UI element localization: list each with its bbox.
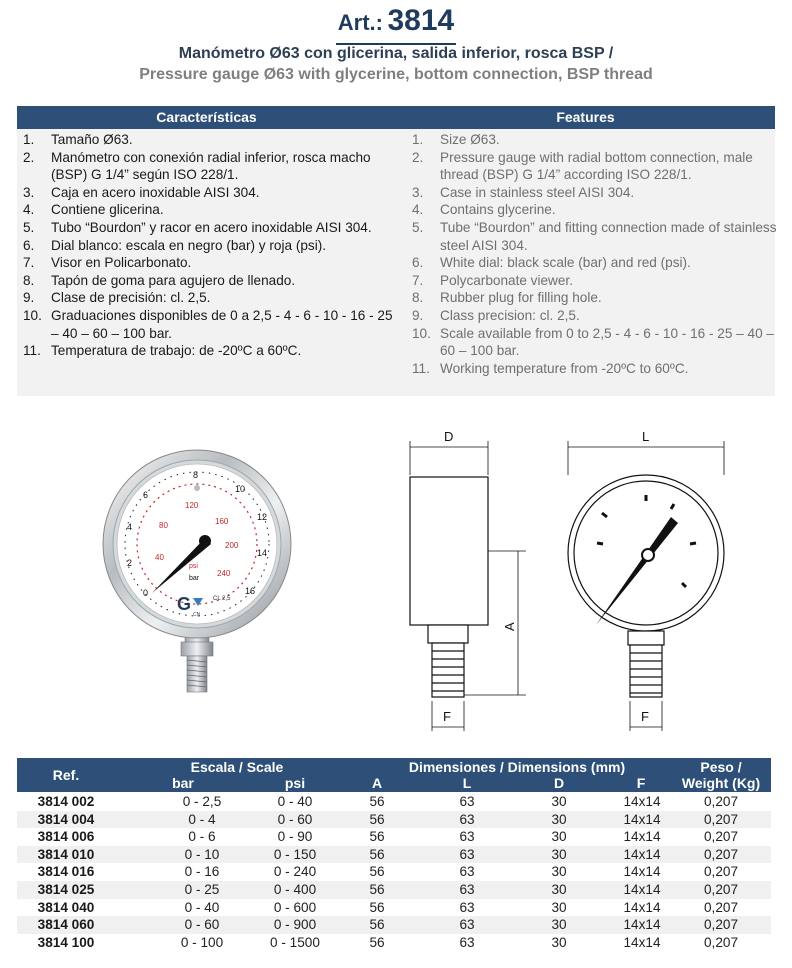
feature-text: Clase de precisión: cl. 2,5. — [51, 290, 211, 306]
features-heading-es: Características — [156, 109, 257, 125]
feature-text: Manómetro con conexión radial inferior, rosca macho (BSP) G 1/4” según ISO 228/1. — [51, 149, 371, 183]
feature-number: 9. — [412, 307, 424, 323]
technical-drawing — [398, 425, 738, 735]
feature-item — [412, 289, 782, 307]
cell-a: 56 — [369, 881, 385, 897]
feature-text: Class precision: cl. 2,5. — [440, 307, 580, 323]
feature-item — [412, 254, 782, 272]
table-row — [17, 846, 771, 864]
feature-item — [412, 360, 782, 378]
class-label: CL 2,5 — [213, 596, 231, 602]
cell-f: 14x14 — [623, 829, 661, 845]
feature-number: 11. — [23, 343, 41, 359]
cell-bar: 0 - 40 — [184, 899, 220, 915]
psi-tick: 200 — [225, 541, 239, 550]
feature-text: Tamaño Ø63. — [51, 132, 133, 147]
dim-d-label: D — [444, 429, 454, 444]
cell-psi: 0 - 240 — [273, 864, 317, 880]
feature-text: Visor en Policarbonato. — [51, 255, 192, 271]
feature-number: 10. — [412, 325, 431, 341]
feature-number: 6. — [23, 237, 35, 253]
feature-item — [23, 342, 393, 360]
feature-text: Dial blanco: escala en negro (bar) y roja (psi). — [51, 237, 327, 253]
brand-sub: CN — [193, 612, 201, 618]
col-d-header: D — [553, 775, 565, 791]
feature-number: 4. — [23, 202, 35, 218]
cell-a: 56 — [369, 846, 385, 862]
subtitle-english: Pressure gauge Ø63 with glycerine, bottom connection, BSP thread — [139, 66, 653, 83]
cell-psi: 0 - 1500 — [270, 934, 320, 950]
cell-l: 63 — [459, 881, 475, 897]
article-title — [0, 4, 792, 45]
feature-item — [412, 131, 782, 149]
thread-lines — [187, 656, 207, 692]
cell-bar: 0 - 6 — [188, 829, 216, 845]
feature-text: Tapón de goma para agujero de llenado. — [51, 272, 296, 288]
bar-tick: 12 — [257, 512, 268, 522]
cell-psi: 0 - 600 — [273, 899, 317, 915]
col-ref-header: Ref. — [52, 767, 80, 783]
feature-item — [412, 272, 782, 290]
cell-ref: 3814 016 — [37, 864, 95, 880]
cell-l: 63 — [459, 794, 475, 809]
table-row — [17, 881, 771, 899]
cell-f: 14x14 — [623, 794, 661, 809]
table-header — [17, 758, 771, 792]
cell-ref: 3814 004 — [37, 811, 95, 827]
feature-number: 8. — [23, 272, 35, 288]
cell-weight: 0,207 — [703, 899, 739, 915]
feature-item — [412, 149, 782, 184]
cell-ref: 3814 002 — [37, 794, 95, 809]
cell-f: 14x14 — [623, 811, 661, 827]
feature-item — [412, 201, 782, 219]
feature-item — [23, 272, 393, 290]
cell-weight: 0,207 — [703, 934, 739, 950]
feature-text: Case in stainless steel AISI 304. — [440, 184, 635, 200]
col-psi-header: psi — [284, 775, 306, 791]
feature-text: Tube “Bourdon” and fitting connection made of stainless steel AISI 304. — [440, 219, 777, 253]
cell-bar: 0 - 25 — [184, 881, 220, 897]
feature-number: 2. — [23, 149, 35, 165]
feature-number: 3. — [412, 184, 424, 200]
feature-item — [412, 219, 782, 254]
gauge-photo — [97, 448, 297, 696]
psi-tick: 160 — [215, 517, 229, 526]
feature-number: 7. — [23, 255, 35, 271]
dim-f-front-label: F — [641, 709, 649, 724]
feature-text: Size Ø63. — [440, 132, 500, 147]
cell-psi: 0 - 60 — [277, 811, 313, 827]
cell-f: 14x14 — [623, 864, 661, 880]
brand-logo: G — [177, 594, 192, 614]
cell-l: 63 — [459, 934, 475, 950]
cell-d: 30 — [551, 934, 567, 950]
bar-tick: 0 — [143, 588, 149, 598]
feature-item — [23, 149, 393, 184]
col-bar-header: bar — [172, 775, 194, 791]
table-row — [17, 899, 771, 917]
feature-number: 1. — [23, 132, 35, 147]
features-header — [17, 106, 775, 129]
feature-item — [23, 289, 393, 307]
cell-l: 63 — [459, 899, 475, 915]
feature-text: White dial: black scale (bar) and red (psi). — [440, 255, 691, 271]
bar-tick: 8 — [193, 470, 199, 480]
cell-weight: 0,207 — [703, 811, 739, 827]
cell-l: 63 — [459, 829, 475, 845]
table-row — [17, 863, 771, 881]
cell-ref: 3814 010 — [37, 846, 95, 862]
cell-d: 30 — [551, 829, 567, 845]
feature-text: Caja en acero inoxidable AISI 304. — [51, 184, 260, 200]
table-row — [17, 934, 771, 952]
feature-number: 6. — [412, 255, 424, 271]
cell-l: 63 — [459, 846, 475, 862]
feature-number: 4. — [412, 202, 424, 218]
feature-item — [23, 131, 393, 149]
cell-bar: 0 - 4 — [188, 811, 216, 827]
cell-weight: 0,207 — [703, 917, 739, 933]
col-weight-header-2: Weight (Kg) — [681, 775, 761, 791]
feature-text: Tubo “Bourdon” y racor en acero inoxidable AISI 304. — [51, 219, 372, 235]
cell-bar: 0 - 10 — [184, 846, 220, 862]
cell-d: 30 — [551, 794, 567, 809]
col-dims-header: Dimensiones / Dimensions (mm) — [408, 759, 626, 775]
bar-tick: 4 — [127, 522, 133, 532]
bar-unit: bar — [189, 575, 200, 582]
cell-a: 56 — [369, 917, 385, 933]
table-body — [17, 793, 771, 951]
cell-l: 63 — [459, 811, 475, 827]
cell-d: 30 — [551, 917, 567, 933]
cell-a: 56 — [369, 829, 385, 845]
col-l-header: L — [462, 775, 472, 791]
subtitle-spanish: Manómetro Ø63 con glicerina, salida inferior, rosca BSP / — [178, 45, 614, 62]
cell-a: 56 — [369, 934, 385, 950]
feature-text: Temperatura de trabajo: de -20ºC a 60ºC. — [51, 343, 302, 359]
feature-text: Pressure gauge with radial bottom connection, male thread (BSP) G 1/4” according ISO 228/1. — [440, 149, 753, 183]
col-scale-header: Escala / Scale — [190, 759, 284, 775]
cell-f: 14x14 — [623, 917, 661, 933]
feature-item — [23, 201, 393, 219]
cell-weight: 0,207 — [703, 794, 739, 809]
bar-tick: 2 — [127, 558, 133, 568]
features-heading-en: Features — [556, 109, 615, 125]
col-a-header: A — [371, 775, 383, 791]
feature-item — [23, 307, 393, 342]
cell-d: 30 — [551, 846, 567, 862]
psi-tick: 40 — [155, 553, 164, 562]
feature-number: 9. — [23, 290, 35, 306]
table-row — [17, 811, 771, 829]
cell-psi: 0 - 90 — [277, 829, 313, 845]
dim-f-side-label: F — [443, 709, 451, 724]
feature-item — [23, 219, 393, 237]
dim-l-label: L — [642, 429, 650, 444]
feature-number: 5. — [23, 219, 35, 235]
cell-bar: 0 - 16 — [184, 864, 220, 880]
feature-text: Contains glycerine. — [440, 202, 556, 218]
cell-psi: 0 - 400 — [273, 881, 317, 897]
cell-weight: 0,207 — [703, 864, 739, 880]
psi-tick: 120 — [185, 501, 199, 510]
col-weight-header-1: Peso / — [700, 759, 742, 775]
cell-psi: 0 - 40 — [277, 794, 313, 809]
feature-number: 5. — [412, 219, 424, 235]
cell-f: 14x14 — [623, 846, 661, 862]
fill-plug-icon — [194, 485, 200, 491]
cell-ref: 3814 025 — [37, 881, 95, 897]
feature-text: Contiene glicerina. — [51, 202, 164, 218]
col-f-header: F — [636, 775, 646, 791]
cell-psi: 0 - 900 — [273, 917, 317, 933]
cell-l: 63 — [459, 917, 475, 933]
needle-hub-icon — [199, 535, 211, 547]
feature-number: 2. — [412, 149, 424, 165]
cell-ref: 3814 040 — [37, 899, 95, 915]
psi-tick: 80 — [159, 521, 168, 530]
cell-ref: 3814 060 — [37, 917, 95, 933]
feature-item — [412, 307, 782, 325]
cell-f: 14x14 — [623, 934, 661, 950]
features-list-en — [412, 131, 782, 377]
cell-ref: 3814 006 — [37, 829, 95, 845]
cell-a: 56 — [369, 864, 385, 880]
bar-tick: 6 — [143, 490, 149, 500]
feature-text: Graduaciones disponibles de 0 a 2,5 - 4 - 6 - 10 - 16 - 25 – 40 – 60 – 100 bar. — [51, 307, 393, 341]
feature-item — [23, 254, 393, 272]
table-row — [17, 916, 771, 934]
cell-bar: 0 - 2,5 — [182, 794, 222, 809]
bar-tick: 10 — [235, 484, 246, 494]
cell-d: 30 — [551, 881, 567, 897]
feature-number: 1. — [412, 132, 424, 147]
cell-bar: 0 - 60 — [184, 917, 220, 933]
feature-item — [23, 237, 393, 255]
table-row — [17, 793, 771, 811]
cell-f: 14x14 — [623, 899, 661, 915]
cell-l: 63 — [459, 864, 475, 880]
feature-item — [412, 184, 782, 202]
feature-item — [23, 184, 393, 202]
feature-number: 3. — [23, 184, 35, 200]
cell-d: 30 — [551, 864, 567, 880]
psi-tick: 240 — [217, 569, 231, 578]
cell-f: 14x14 — [623, 881, 661, 897]
bar-tick: 16 — [245, 586, 256, 596]
cell-ref: 3814 100 — [37, 934, 95, 950]
article-label: Art.: — [337, 10, 383, 35]
feature-text: Polycarbonate viewer. — [440, 272, 573, 288]
cell-a: 56 — [369, 811, 385, 827]
feature-number: 10. — [23, 307, 42, 323]
cell-psi: 0 - 150 — [273, 846, 317, 862]
psi-unit: psi — [189, 563, 198, 570]
table-row — [17, 828, 771, 846]
bar-tick: 14 — [257, 548, 268, 558]
cell-bar: 0 - 100 — [180, 934, 224, 950]
cell-weight: 0,207 — [703, 846, 739, 862]
feature-text: Working temperature from -20ºC to 60ºC. — [440, 360, 689, 376]
cell-d: 30 — [551, 811, 567, 827]
article-number: 3814 — [387, 4, 455, 37]
cell-weight: 0,207 — [703, 829, 739, 845]
feature-item — [412, 325, 782, 360]
feature-number: 7. — [412, 272, 424, 288]
cell-d: 30 — [551, 899, 567, 915]
features-panel — [17, 106, 775, 396]
cell-weight: 0,207 — [703, 881, 739, 897]
cell-a: 56 — [369, 899, 385, 915]
feature-text: Rubber plug for filling hole. — [440, 290, 602, 306]
feature-text: Scale available from 0 to 2,5 - 4 - 6 - 10 - 16 - 25 – 40 – 60 – 100 bar. — [440, 325, 774, 359]
cell-a: 56 — [369, 794, 385, 809]
feature-number: 11. — [412, 360, 430, 376]
feature-number: 8. — [412, 290, 424, 306]
dim-a-label: A — [502, 622, 517, 631]
features-list-es — [23, 131, 393, 360]
